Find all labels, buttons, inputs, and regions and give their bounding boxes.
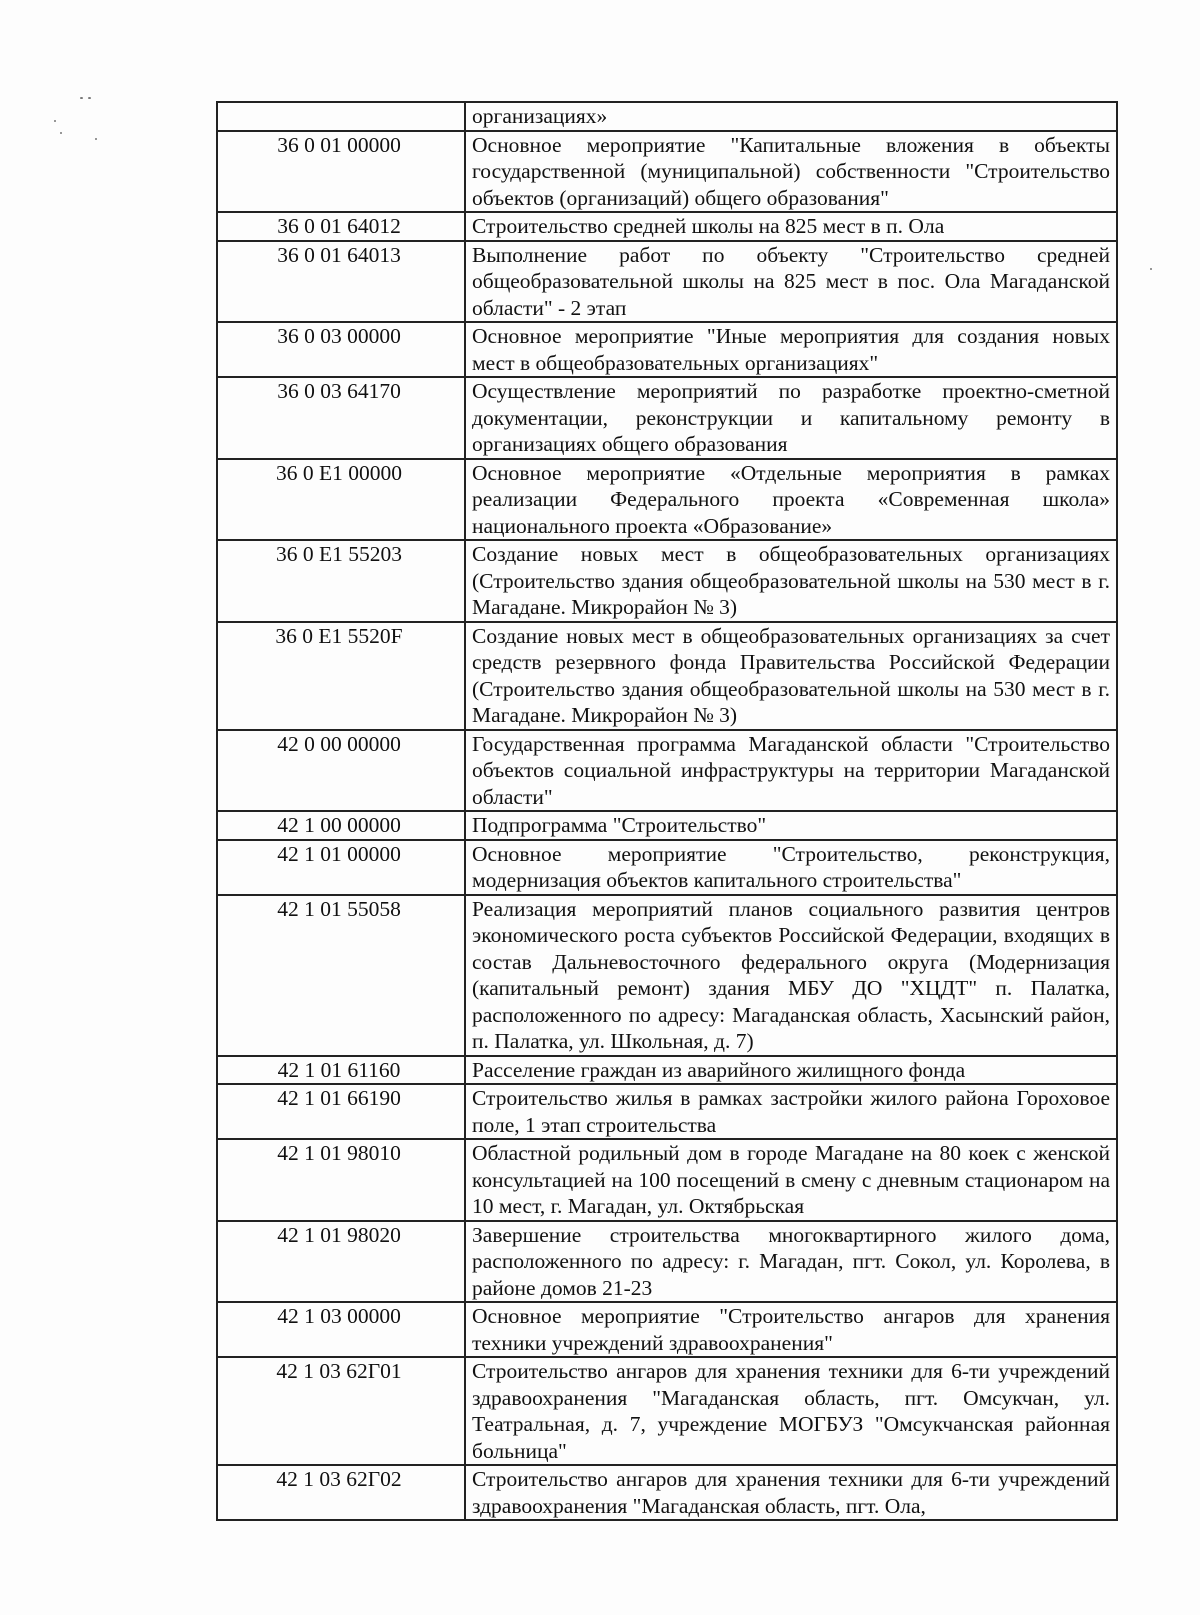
code-cell: 42 1 01 00000 <box>217 840 465 895</box>
budget-code-table <box>216 101 1118 1521</box>
description-cell: Основное мероприятие "Иные мероприятия для создания новых мест в общеобразовательных организациях" <box>465 322 1117 377</box>
scan-speck <box>54 120 56 122</box>
code-cell: 36 0 01 64012 <box>217 212 465 241</box>
table-row <box>217 811 1117 840</box>
table-row <box>217 540 1117 622</box>
description-cell: Осуществление мероприятий по разработке проектно-сметной документации, реконструкции и капитальному ремонту в организациях общего образования <box>465 377 1117 459</box>
description-cell: Областной родильный дом в городе Магадане на 80 коек с женской консультацией на 100 посещений в смену с дневным стационаром на 10 мест, г. Магадан, ул. Октябрьская <box>465 1139 1117 1221</box>
table-row <box>217 102 1117 131</box>
code-cell: 42 1 03 62Г02 <box>217 1465 465 1520</box>
code-cell: 36 0 03 00000 <box>217 322 465 377</box>
code-cell: 36 0 01 00000 <box>217 131 465 213</box>
code-cell: 42 0 00 00000 <box>217 730 465 812</box>
code-cell: 42 1 01 61160 <box>217 1056 465 1085</box>
table-row <box>217 730 1117 812</box>
description-cell: Реализация мероприятий планов социального развития центров экономического роста субъектов Российской Федерации, входящих в состав Дальневосточного федерального округа (Модернизация (капитальный ремонт) здания МБУ ДО "ХЦДТ" п. Палатка, расположенного по адресу: Магаданская область, Хасынский район, п. Палатка, ул. Школьная, д. 7) <box>465 895 1117 1056</box>
description-cell: Подпрограмма "Строительство" <box>465 811 1117 840</box>
scan-speck <box>88 97 91 99</box>
code-cell: 42 1 01 55058 <box>217 895 465 1056</box>
code-cell: 36 0 E1 00000 <box>217 459 465 541</box>
table-row <box>217 1056 1117 1085</box>
table-row <box>217 1084 1117 1139</box>
table-row <box>217 377 1117 459</box>
table-row <box>217 131 1117 213</box>
code-cell: 36 0 03 64170 <box>217 377 465 459</box>
description-cell: Основное мероприятие "Капитальные вложения в объекты государственной (муниципальной) собственности "Строительство объектов (организаций) общего образования" <box>465 131 1117 213</box>
code-cell: 42 1 03 62Г01 <box>217 1357 465 1465</box>
description-cell: организациях» <box>465 102 1117 131</box>
code-cell: 42 1 03 00000 <box>217 1302 465 1357</box>
table-row <box>217 1465 1117 1520</box>
description-cell: Создание новых мест в общеобразовательных организациях (Строительство здания общеобразовательной школы на 530 мест в г. Магадане. Микрорайон № 3) <box>465 540 1117 622</box>
scan-speck <box>80 97 83 99</box>
table-row <box>217 212 1117 241</box>
description-cell: Завершение строительства многоквартирного жилого дома, расположенного по адресу: г. Магадан, пгт. Сокол, ул. Королева, в районе домов 21-23 <box>465 1221 1117 1303</box>
description-cell: Строительство средней школы на 825 мест в п. Ола <box>465 212 1117 241</box>
code-cell: 42 1 00 00000 <box>217 811 465 840</box>
code-cell: 36 0 01 64013 <box>217 241 465 323</box>
table-row <box>217 1139 1117 1221</box>
table-row <box>217 322 1117 377</box>
code-cell: 42 1 01 66190 <box>217 1084 465 1139</box>
table-row <box>217 622 1117 730</box>
description-cell: Основное мероприятие «Отдельные мероприятия в рамках реализации Федерального проекта «Современная школа» национального проекта «Образование» <box>465 459 1117 541</box>
table-row <box>217 840 1117 895</box>
scan-speck <box>95 138 97 140</box>
description-cell: Основное мероприятие "Строительство, реконструкция, модернизация объектов капитального строительства" <box>465 840 1117 895</box>
description-cell: Создание новых мест в общеобразовательных организациях за счет средств резервного фонда Правительства Российской Федерации (Строительство здания общеобразовательной школы на 530 мест в г. Магадане. Микрорайон № 3) <box>465 622 1117 730</box>
description-cell: Строительство ангаров для хранения техники для 6-ти учреждений здравоохранения "Магаданская область, пгт. Омсукчан, ул. Театральная, д. 7, учреждение МОГБУЗ "Омсукчанская районная больница" <box>465 1357 1117 1465</box>
code-cell <box>217 102 465 131</box>
description-cell: Государственная программа Магаданской области "Строительство объектов социальной инфраструктуры на территории Магаданской области" <box>465 730 1117 812</box>
table-row <box>217 459 1117 541</box>
code-cell: 42 1 01 98010 <box>217 1139 465 1221</box>
scan-speck <box>1150 268 1152 270</box>
table-row <box>217 241 1117 323</box>
table-row <box>217 895 1117 1056</box>
table-row <box>217 1221 1117 1303</box>
description-cell: Строительство ангаров для хранения техники для 6-ти учреждений здравоохранения "Магаданская область, пгт. Ола, <box>465 1465 1117 1520</box>
description-cell: Расселение граждан из аварийного жилищного фонда <box>465 1056 1117 1085</box>
description-cell: Строительство жилья в рамках застройки жилого района Гороховое поле, 1 этап строительства <box>465 1084 1117 1139</box>
table-row <box>217 1357 1117 1465</box>
scan-speck <box>60 132 62 134</box>
code-cell: 42 1 01 98020 <box>217 1221 465 1303</box>
description-cell: Основное мероприятие "Строительство ангаров для хранения техники учреждений здравоохранения" <box>465 1302 1117 1357</box>
code-cell: 36 0 E1 5520F <box>217 622 465 730</box>
code-cell: 36 0 E1 55203 <box>217 540 465 622</box>
table-body <box>217 102 1117 1520</box>
table-row <box>217 1302 1117 1357</box>
description-cell: Выполнение работ по объекту "Строительство средней общеобразовательной школы на 825 мест в пос. Ола Магаданской области" - 2 этап <box>465 241 1117 323</box>
